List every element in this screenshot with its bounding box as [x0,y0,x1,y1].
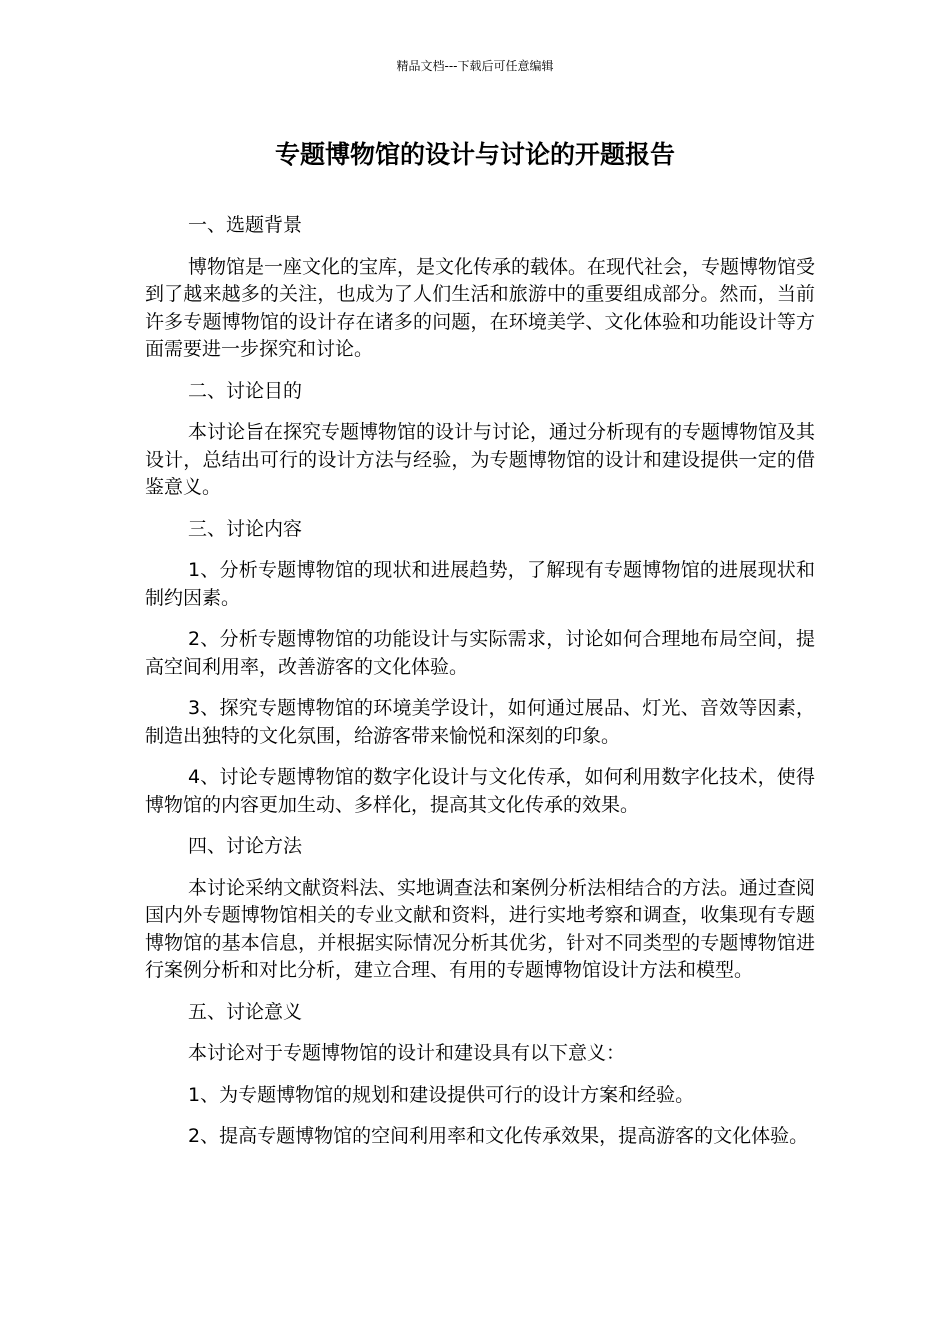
header-note: 精品文档---下载后可任意编辑 [396,59,554,73]
section-heading-purpose: 二、讨论目的 [188,379,303,402]
section-heading-significance: 五、讨论意义 [188,1000,303,1023]
section-heading-method: 四、讨论方法 [188,835,303,857]
list-item-content-4: 4、讨论专题博物馆的数字化设计与文化传承，如何利用数字化技术，使得博物馆的内容更加生动、多样化，提高其文化传承的效果。 [145,766,815,816]
list-item-significance-2: 2、提高专题博物馆的空间利用率和文化传承效果，提高游客的文化体验。 [188,1125,809,1147]
list-item-content-2: 2、分析专题博物馆的功能设计与实际需求，讨论如何合理地布局空间，提高空间利用率，改善游客的文化体验。 [145,628,815,678]
paragraph-significance-intro: 本讨论对于专题博物馆的设计和建设具有以下意义： [188,1042,626,1064]
list-item-content-1: 1、分析专题博物馆的现状和进展趋势，了解现有专题博物馆的进展现状和制约因素。 [145,559,815,609]
list-item-significance-1: 1、为专题博物馆的规划和建设提供可行的设计方案和经验。 [188,1083,695,1106]
paragraph-method: 本讨论采纳文献资料法、实地调查法和案例分析法相结合的方法。通过查阅国内外专题博物馆相关的专业文献和资料，进行实地考察和调查，收集现有专题博物馆的基本信息，并根据实际情况分析其优劣，针对不同类型的专题博物馆进行案例分析和对比分析，建立合理、有用的专题博物馆设计方法和模型。 [145,876,816,981]
paragraph-background: 博物馆是一座文化的宝库，是文化传承的载体。在现代社会，专题博物馆受到了越来越多的关注，也成为了人们生活和旅游中的重要组成部分。然而，当前许多专题博物馆的设计存在诸多的问题，在环境美学、文化体验和功能设计等方面需要进一步探究和讨论。 [145,255,816,360]
document-body [145,212,815,1151]
section-heading-content: 三、讨论内容 [188,517,303,540]
section-heading-background: 一、选题背景 [188,214,303,236]
document-title: 专题博物馆的设计与讨论的开题报告 [274,140,675,169]
list-item-content-3: 3、探究专题博物馆的环境美学设计，如何通过展品、灯光、音效等因素，制造出独特的文化氛围，给游客带来愉悦和深刻的印象。 [145,697,815,747]
paragraph-purpose: 本讨论旨在探究专题博物馆的设计与讨论，通过分析现有的专题博物馆及其设计，总结出可行的设计方法与经验，为专题博物馆的设计和建设提供一定的借鉴意义。 [145,421,816,498]
